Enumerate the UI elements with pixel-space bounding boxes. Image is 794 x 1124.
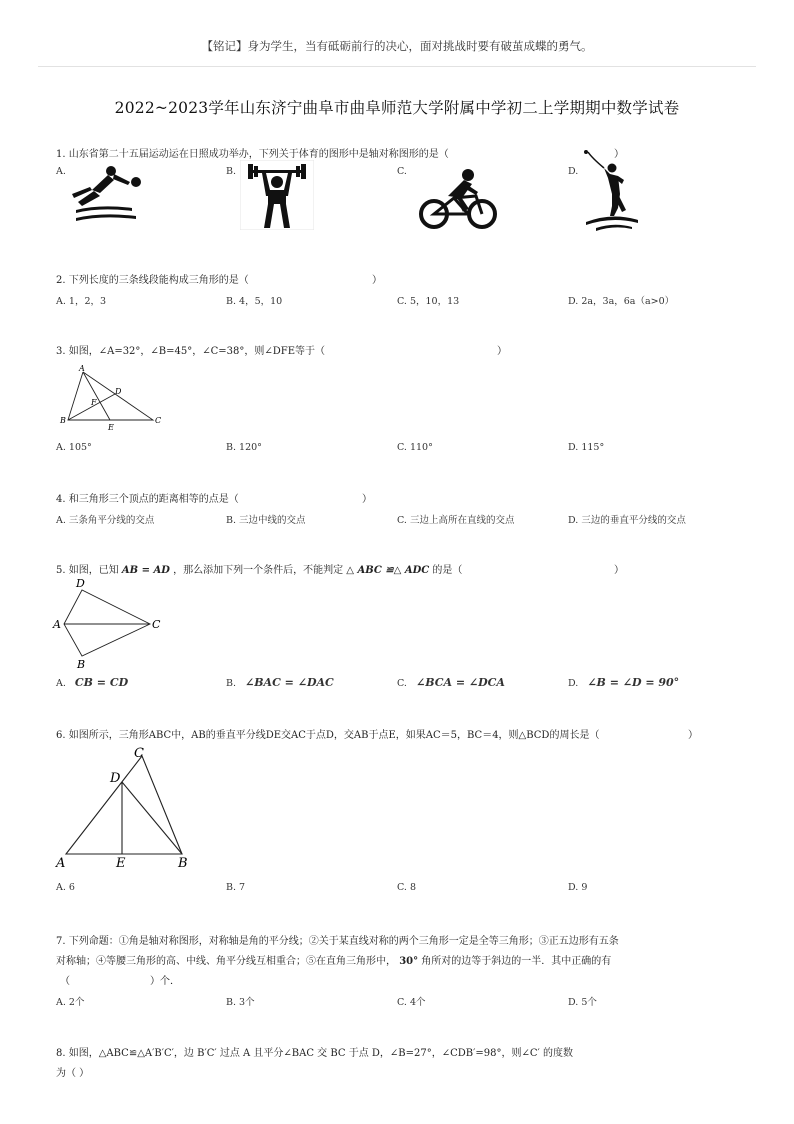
q5-option-b-math: ∠BAC = ∠DAC [245,676,334,689]
q2-stem: 2. 下列长度的三条线段能构成三角形的是（ [56,275,249,286]
q5-option-c-label: C. [397,678,407,689]
q1-option-b-label: B. [226,166,237,177]
q5-point-c: C [152,618,161,631]
q7-line-2-pre: 对称轴；④等腰三角形的高、中线、角平分线互相重合；⑤在直角三角形中， [56,956,396,967]
q4-paren-close: ） [362,494,372,505]
q5-point-b: B [77,658,86,671]
q5-option-a-label: A. [56,678,66,689]
q6-option-a: A. 6 [56,882,75,893]
q6-option-d: D. 9 [568,882,588,893]
q5-option-d-label: D. [568,678,579,689]
q1-option-d-label: D. [568,166,579,177]
q2-option-b: B. 4，5，10 [226,296,283,307]
q3-option-b: B. 120° [226,442,262,453]
q5-point-d: D [76,577,85,590]
q3-point-a: A [79,364,85,373]
q6-point-a: A [56,856,66,871]
q5-stem [56,561,462,576]
q7-line-3-close: ）个． [150,976,180,987]
q7-option-a: A. 2个 [56,997,85,1008]
q2-option-c: C. 5，10，13 [397,296,460,307]
q7-line-2 [56,952,611,967]
q6-option-c: C. 8 [397,882,417,893]
q3-paren-close: ） [497,346,507,357]
q6-paren-close: ） [688,730,698,741]
q6-point-c: C [134,746,144,761]
q3-option-c: C. 110° [397,442,433,453]
q7-line-1: 7. 下列命题：①角是轴对称图形，对称轴是角的平分线；②关于某直线对称的两个三角形一定是全等三角形；③正五边形有五条 [56,936,619,947]
q6-stem: 6. 如图所示，三角形ABC中，AB的垂直平分线DE交AC于点D，交AB于点E，如果AC＝5，BC＝4，则△BCD的周长是（ [56,730,600,741]
q7-line-2-post: 角所对的边等于斜边的一半．其中正确的有 [421,956,612,967]
q4-stem: 4. 和三角形三个顶点的距离相等的点是（ [56,494,239,505]
q5-option-a [56,676,128,689]
q4-option-c: C. 三边上高所在直线的交点 [397,515,515,526]
q8-line-2: 为（ ） [56,1068,90,1079]
q5-option-a-math: CB = CD [74,676,129,689]
q3-triangle-diagram [58,360,168,434]
q3-point-b: B [60,416,66,425]
q6-triangle-diagram [52,744,200,872]
q3-option-d: D. 115° [568,442,605,453]
q2-option-a: A. 1，2，3 [56,296,107,307]
q5-stem-math-ab-ad: AB = AD [121,565,170,576]
q7-line-2-math: 30° [399,956,419,967]
golfer-icon [582,150,642,232]
q5-point-a: A [53,618,61,631]
q5-option-b [226,676,334,689]
q1-paren-close: ） [614,149,624,160]
q6-point-b: B [178,856,188,871]
q7-option-c: C. 4个 [397,997,426,1008]
volleyball-player-icon [70,160,146,226]
q5-option-b-label: B. [226,678,237,689]
q1-stem: 1. 山东省第二十五届运动运在日照成功举办，下列关于体育的图形中是轴对称图形的是（ [56,149,449,160]
q7-option-d: D. 5个 [568,997,597,1008]
cyclist-icon [418,168,500,232]
q3-option-a: A. 105° [56,442,92,453]
q5-stem-mid: ，那么添加下列一个条件后，不能判定 [173,565,344,576]
q6-point-e: E [116,856,126,871]
q2-option-d: D. 2a，3a，6a（a>0） [568,296,675,307]
q1-option-c-label: C. [397,166,407,177]
q4-option-d: D. 三边的垂直平分线的交点 [568,515,686,526]
q3-stem: 3. 如图，∠A=32°，∠B=45°，∠C=38°，则∠DFE等于（ [56,346,326,357]
q5-option-c [397,676,505,689]
q6-point-d: D [110,771,121,786]
q7-option-b: B. 3个 [226,997,255,1008]
q2-paren-close: ） [372,275,382,286]
q3-point-d: D [115,387,122,396]
q5-option-c-math: ∠BCA = ∠DCA [415,676,505,689]
q5-option-d [568,676,679,689]
header-divider [38,66,756,67]
q6-option-b: B. 7 [226,882,246,893]
q7-line-3-open: （ [60,976,70,987]
q5-paren-close: ） [614,565,624,576]
q3-point-e: E [108,423,114,432]
q4-option-b: B. 三边中线的交点 [226,515,306,526]
q1-option-a-label: A. [56,166,66,177]
page-title: 2022~2023学年山东济宁曲阜市曲阜师范大学附属中学初二上学期期中数学试卷 [114,99,680,117]
q5-stem-pre: 5. 如图，已知 [56,565,119,576]
weightlifter-icon [240,160,314,230]
q5-stem-post: 的是（ [432,565,463,576]
q5-stem-math-congruent: △ ABC ≌△ ADC [346,565,430,576]
q3-point-f: F [91,398,97,407]
q4-option-a: A. 三条角平分线的交点 [56,515,155,526]
page-header-motto: 【铭记】身为学生，当有砥砺前行的决心，面对挑战时要有破茧成蝶的勇气。 [201,39,593,53]
q5-kite-diagram [50,576,166,672]
q8-line-1: 8. 如图，△ABC≌△A′B′C′，边 B′C′ 过点 A 且平分∠BAC 交 BC 于点 D，∠B=27°，∠CDB′=98°，则∠C′ 的度数 [56,1048,573,1059]
q3-point-c: C [155,416,162,425]
q5-option-d-math: ∠B = ∠D = 90° [587,676,680,689]
